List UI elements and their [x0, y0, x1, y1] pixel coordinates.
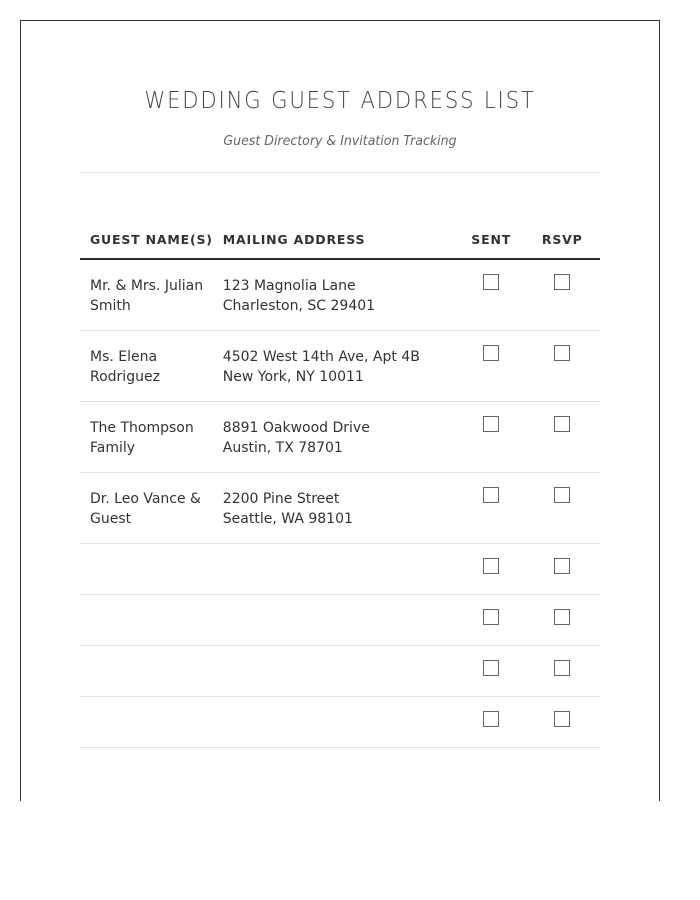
sent-cell	[458, 646, 525, 697]
table-row	[80, 473, 600, 544]
sent-checkbox[interactable]	[483, 416, 499, 432]
address-cell	[213, 259, 458, 331]
empty-table-row	[80, 544, 600, 595]
guest-name-cell	[80, 259, 213, 331]
guest-name-cell[interactable]	[80, 544, 213, 595]
rsvp-checkbox[interactable]	[554, 609, 570, 625]
sent-checkbox[interactable]	[483, 711, 499, 727]
table-row	[80, 331, 600, 402]
header-mailing-address: MAILING ADDRESS	[213, 227, 458, 259]
sent-cell	[458, 697, 525, 748]
guest-name-cell[interactable]	[80, 646, 213, 697]
address-line: 4502 West 14th Ave, Apt 4B	[222, 349, 420, 365]
page-title: WEDDING GUEST ADDRESS LIST	[144, 88, 536, 114]
guest-name-line: Smith	[90, 298, 131, 314]
address-line: New York, NY 10011	[222, 369, 364, 385]
address-cell	[213, 473, 458, 544]
guest-table	[80, 227, 600, 748]
address-cell	[213, 331, 458, 402]
sent-checkbox[interactable]	[483, 345, 499, 361]
sent-cell	[458, 595, 525, 646]
guest-name-line: Ms. Elena	[90, 349, 158, 365]
address-cell[interactable]	[213, 595, 458, 646]
rsvp-checkbox[interactable]	[554, 416, 570, 432]
rsvp-checkbox[interactable]	[554, 274, 570, 290]
address-line: Charleston, SC 29401	[222, 298, 376, 314]
rsvp-cell	[524, 331, 600, 402]
address-line: 2200 Pine Street	[222, 491, 340, 507]
rsvp-checkbox[interactable]	[554, 711, 570, 727]
address-cell[interactable]	[213, 646, 458, 697]
rsvp-checkbox[interactable]	[554, 487, 570, 503]
guest-name-line: Family	[90, 440, 136, 456]
address-line: Seattle, WA 98101	[222, 511, 353, 527]
address-line: 8891 Oakwood Drive	[222, 420, 370, 436]
sent-cell	[458, 473, 525, 544]
rsvp-checkbox[interactable]	[554, 345, 570, 361]
rsvp-cell	[524, 595, 600, 646]
address-cell[interactable]	[213, 544, 458, 595]
title-divider	[81, 172, 601, 173]
table-header-row	[80, 227, 600, 259]
rsvp-cell	[524, 402, 600, 473]
address-cell	[213, 402, 458, 473]
table-row	[80, 402, 600, 473]
rsvp-checkbox[interactable]	[554, 660, 570, 676]
sent-cell	[458, 259, 525, 331]
guest-name-line: Dr. Leo Vance &	[90, 491, 201, 507]
rsvp-checkbox[interactable]	[554, 558, 570, 574]
sent-checkbox[interactable]	[483, 274, 499, 290]
rsvp-cell	[524, 697, 600, 748]
guest-name-cell[interactable]	[80, 697, 213, 748]
guest-name-cell	[80, 331, 213, 402]
guest-name-line: Mr. & Mrs. Julian	[90, 278, 204, 294]
sent-cell	[458, 331, 525, 402]
rsvp-cell	[524, 646, 600, 697]
header-guest-names: GUEST NAME(S)	[80, 227, 213, 259]
guest-name-cell	[80, 473, 213, 544]
guest-name-cell[interactable]	[80, 595, 213, 646]
page-subtitle: Guest Directory & Invitation Tracking	[223, 133, 457, 149]
sent-checkbox[interactable]	[483, 487, 499, 503]
table-row	[80, 259, 600, 331]
empty-table-row	[80, 697, 600, 748]
address-cell[interactable]	[213, 697, 458, 748]
rsvp-cell	[524, 259, 600, 331]
sent-cell	[458, 544, 525, 595]
address-line: Austin, TX 78701	[222, 440, 343, 456]
guest-name-cell	[80, 402, 213, 473]
guest-name-line: Rodriguez	[90, 369, 160, 385]
rsvp-cell	[524, 473, 600, 544]
sent-checkbox[interactable]	[483, 609, 499, 625]
address-line: 123 Magnolia Lane	[222, 278, 356, 294]
sent-checkbox[interactable]	[483, 660, 499, 676]
empty-table-row	[80, 595, 600, 646]
guest-name-line: Guest	[90, 511, 132, 527]
header-rsvp: RSVP	[524, 227, 600, 259]
empty-table-row	[80, 646, 600, 697]
rsvp-cell	[524, 544, 600, 595]
sent-cell	[458, 402, 525, 473]
header-sent: SENT	[458, 227, 525, 259]
guest-name-line: The Thompson	[90, 420, 194, 436]
sent-checkbox[interactable]	[483, 558, 499, 574]
